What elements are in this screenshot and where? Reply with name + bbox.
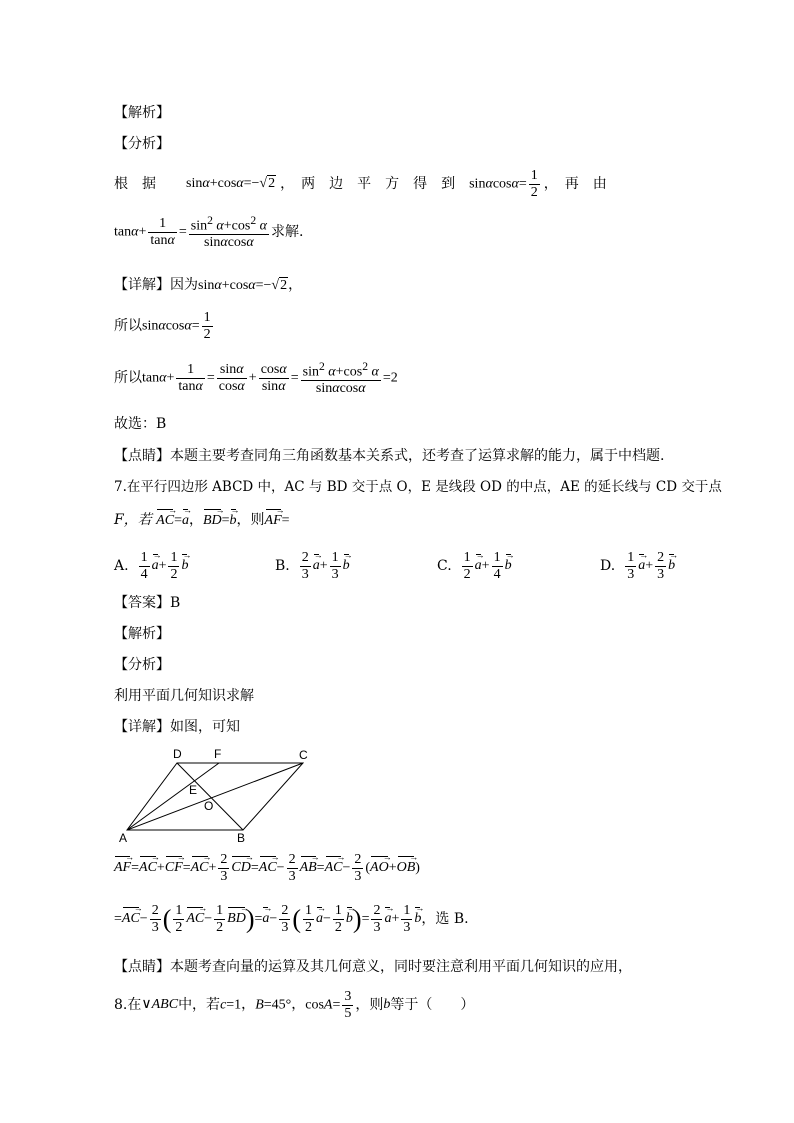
den: 3: [331, 566, 339, 582]
q8-stem: [114, 985, 474, 1025]
formula: tanα+ $\frac{1}{\tan\alpha}$ = $\frac{\sin^2 \alpha+\cos^2 \alpha}{\sin\alpha\cos\alpha}$: [114, 213, 268, 251]
text: ， 两 边 平 方 得 到: [280, 176, 456, 192]
q7-derivation-line1: [114, 848, 420, 888]
q7-answer: 【答案】B: [114, 595, 181, 611]
den: 4: [493, 566, 501, 582]
option-label: D.: [600, 558, 616, 574]
line-af: [127, 763, 219, 830]
option-b[interactable]: B. $\frac{2}{3}$ a →+ $\frac{1}{3}$ b →: [275, 546, 350, 586]
num: 2: [301, 549, 309, 565]
label-c: C: [299, 748, 308, 762]
formula: sinα+cosα=−√2: [186, 176, 276, 191]
text: 因为: [170, 277, 198, 293]
q7-heading-jiexi: 【解析】: [114, 626, 170, 642]
option-label: C.: [437, 558, 452, 574]
text: 8.在: [114, 997, 142, 1013]
den: 3: [301, 566, 309, 582]
option-d[interactable]: D. $\frac{1}{3}$ a →+ $\frac{2}{3}$ b →: [600, 546, 675, 586]
den: 3: [627, 566, 635, 582]
q6-detail-line1: 【详解】因为sinα+cosα=−√2，: [114, 277, 303, 293]
formula: ∨ABC: [141, 997, 179, 1012]
label-o: O: [204, 799, 214, 813]
num: 1: [331, 549, 339, 565]
num: 1: [463, 549, 471, 565]
label: 【详解】: [114, 277, 170, 293]
text: ， 再 由: [543, 176, 607, 192]
q6-detail-line2: [114, 308, 215, 344]
den: 4: [140, 566, 148, 582]
text: 求解.: [271, 224, 304, 240]
den: 2: [463, 566, 471, 582]
q6-comment: 【点睛】本题主要考查同角三角函数基本关系式，还考查了运算求解的能力，属于中档题.: [114, 448, 665, 464]
formula: =AC →− $\frac{2}{3}$ ( $\frac{1}{2}$ AC →− $\frac{1}{2}$ BD →)=a →− $\frac{2}{3}$ ( $\frac{1}{2}$ a →− $\frac{1}{2}$ b →)= $\frac{2}{3}$ a →+ $\frac{1}{3}$ b →: [114, 903, 421, 936]
text: 所以: [114, 318, 142, 334]
section-heading-fenxi: 【分析】: [114, 136, 170, 152]
label-b: B: [237, 831, 246, 845]
q7-detail-intro: 【详解】如图，可知: [114, 719, 240, 735]
text: 中，若: [178, 997, 221, 1013]
formula: sinαcosα= $\frac{1}{2}$: [142, 309, 211, 342]
den: 3: [657, 566, 665, 582]
diagonal-ac: [127, 763, 303, 830]
formula: b: [383, 997, 391, 1012]
q6-detail-line3: [114, 358, 398, 398]
num: 2: [657, 549, 665, 565]
formula: sinαcosα= $\frac{1}{2}$: [469, 167, 538, 200]
option-a[interactable]: A. $\frac{1}{4}$ a →+ $\frac{1}{2}$ b →: [114, 546, 188, 586]
text: ，则: [236, 512, 265, 528]
diagonal-bd: [177, 763, 243, 830]
q6-answer: 故选：B: [114, 416, 167, 432]
q7-analysis-text: 利用平面几何知识求解: [114, 688, 254, 704]
parallelogram-figure: [110, 742, 330, 847]
formula: tanα+ $\frac{1}{\tan\alpha}$ = $\frac{\sin\alpha}{\cos\alpha}$ + $\frac{\cos\alpha}{\sin\alpha}$ = $\frac{\sin^2 \alpha+\cos^2 \alpha}{\sin\alpha\cos\alpha}$ =2: [142, 359, 398, 397]
den: 2: [170, 566, 178, 582]
formula: AF →=AC →+CF →=AC →+ $\frac{2}{3}$ CD →=AC →− $\frac{2}{3}$ AB →=AC →− $\frac{2}{3}$ (AO →+OB →): [114, 852, 420, 885]
text: F，若: [114, 512, 152, 528]
text: 所以: [114, 370, 142, 386]
option-c[interactable]: C. $\frac{1}{2}$ a →+ $\frac{1}{4}$ b →: [437, 546, 512, 586]
text: ，选 B.: [421, 911, 469, 927]
text: ，则: [355, 997, 384, 1013]
q7-options: [114, 546, 694, 586]
formula: sinα+cosα=−√2: [198, 278, 288, 293]
num: 1: [140, 549, 148, 565]
formula: AC →=a →，BD →=b →: [156, 513, 236, 528]
formula: AF →=: [265, 513, 290, 528]
q6-analysis-line: [114, 166, 607, 202]
option-label: B.: [275, 558, 290, 574]
q6-analysis-formula: [114, 212, 303, 252]
text: 等于（ ）: [390, 997, 475, 1013]
section-heading-jiexi: 【解析】: [114, 105, 170, 121]
option-label: A.: [114, 558, 129, 574]
q7-comment: 【点睛】本题考查向量的运算及其几何意义，同时要注意利用平面几何知识的应用，: [114, 959, 632, 975]
label-d: D: [173, 747, 182, 761]
label-e: E: [189, 783, 198, 797]
q7-stem-line1: 7.在平行四边形 ABCD 中，AC 与 BD 交于点 O，E 是线段 OD 的中点，AE 的延长线与 CD 交于点: [114, 479, 722, 495]
q7-heading-fenxi: 【分析】: [114, 657, 170, 673]
num: 1: [493, 549, 501, 565]
q7-stem-line2: [114, 510, 290, 531]
num: 1: [627, 549, 635, 565]
label-f: F: [214, 747, 222, 761]
q7-derivation-line2: [114, 897, 469, 941]
formula: c=1，B=45°，cosA= $\frac{3}{5}$: [220, 988, 352, 1021]
text: 根 据: [114, 176, 156, 192]
num: 1: [170, 549, 178, 565]
label-a: A: [119, 831, 128, 845]
